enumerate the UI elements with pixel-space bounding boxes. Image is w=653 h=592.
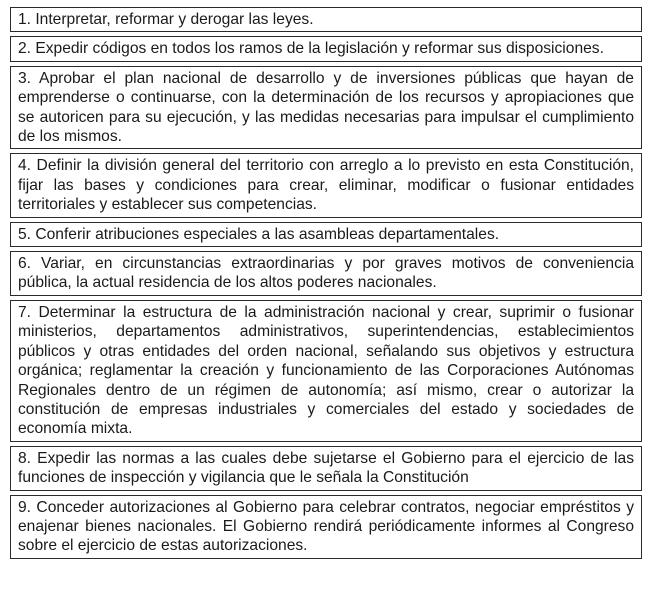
list-item-5: 5. Conferir atribuciones especiales a las asambleas departamentales. [10, 222, 642, 247]
list-item-9: 9. Conceder autorizaciones al Gobierno para celebrar contratos, negociar empréstitos y enajenar bienes nacionales. El Gobierno rendirá periódicamente informes al Congreso sobre el ejercicio de estas autorizaciones. [10, 495, 642, 559]
congress-powers-list [10, 7, 642, 559]
list-item-8: 8. Expedir las normas a las cuales debe sujetarse el Gobierno para el ejercicio de las funciones de inspección y vigilancia que le señala la Constitución [10, 446, 642, 491]
list-item-4: 4. Definir la división general del territorio con arreglo a lo previsto en esta Constitución, fijar las bases y condiciones para crear, eliminar, modificar o fusionar entidades territoriales y establecer sus competencias. [10, 153, 642, 217]
list-item-1: 1. Interpretar, reformar y derogar las leyes. [10, 7, 642, 32]
list-item-3: 3. Aprobar el plan nacional de desarrollo y de inversiones públicas que hayan de emprenderse o continuarse, con la determinación de los recursos y apropiaciones que se autoricen para su ejecución, y las medidas necesarias para impulsar el cumplimiento de los mismos. [10, 66, 642, 150]
list-item-2: 2. Expedir códigos en todos los ramos de la legislación y reformar sus disposiciones. [10, 36, 642, 61]
list-item-6: 6. Variar, en circunstancias extraordinarias y por graves motivos de conveniencia pública, la actual residencia de los altos poderes nacionales. [10, 251, 642, 296]
list-item-7: 7. Determinar la estructura de la administración nacional y crear, suprimir o fusionar ministerios, departamentos administrativos, superintendencias, establecimientos públicos y otras entidades del orden nacional, señalando sus objetivos y estructura orgánica; reglamentar la creación y funcionamiento de las Corporaciones Autónomas Regionales dentro de un régimen de autonomía; así mismo, crear o autorizar la constitución de empresas industriales y comerciales del estado y sociedades de economía mixta. [10, 300, 642, 442]
